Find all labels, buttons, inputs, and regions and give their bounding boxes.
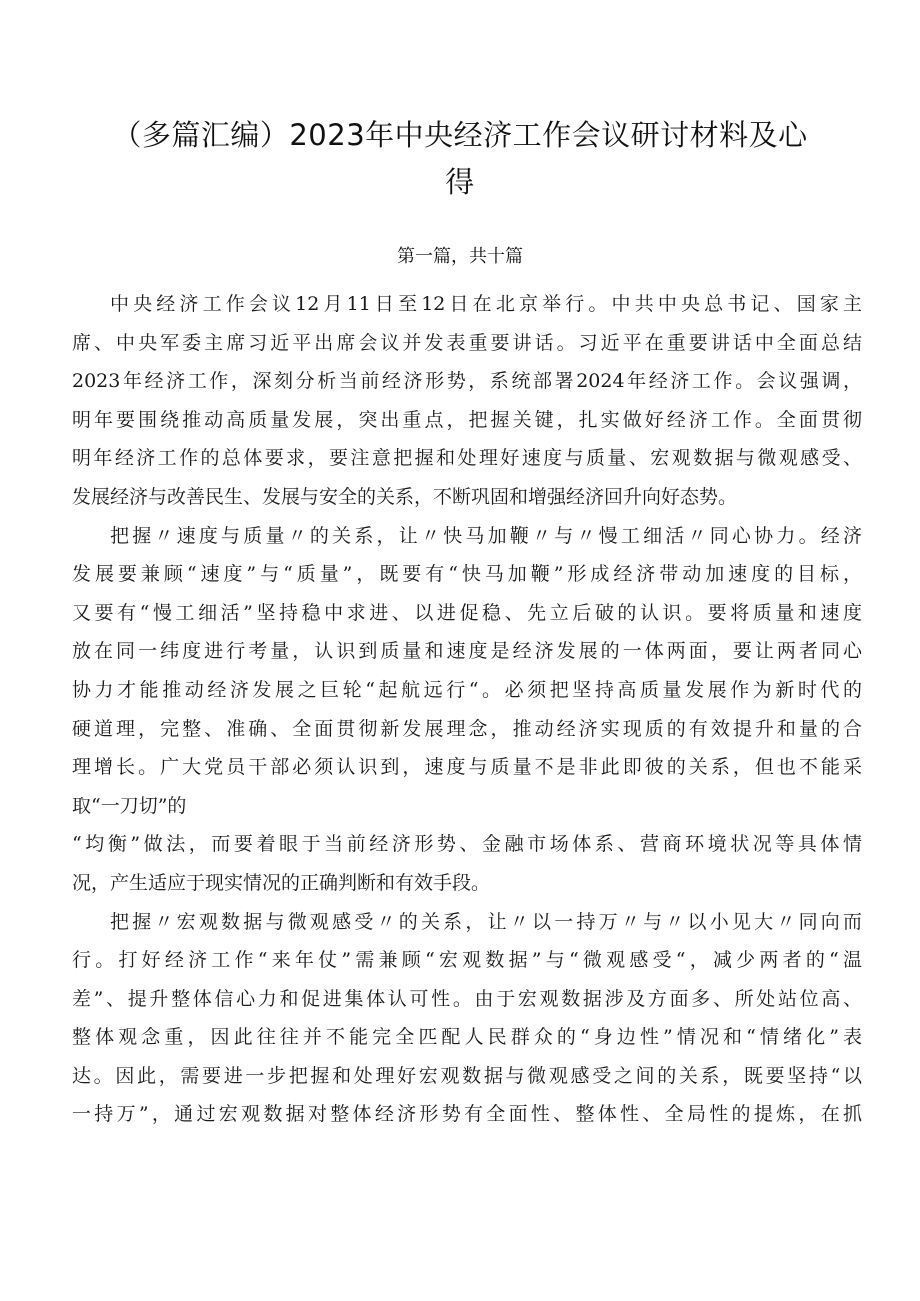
text-line: 席、中央军委主席习近平出席会议并发表重要讲话。习近平在重要讲话中全面总结 xyxy=(72,331,862,354)
text-line: 发展经济与改善民生、发展与安全的关系，不断巩固和增强经济回升向好态势。 xyxy=(72,485,738,508)
text-line: 发展要兼顾“速度”与“质量”，既要有“快马加鞭”形成经济带动加速度的目标， xyxy=(72,563,862,586)
document-title xyxy=(90,112,830,206)
text-line: 一持万”，通过宏观数据对整体经济形势有全面性、整体性、全局性的提炼，在抓 xyxy=(72,1103,862,1126)
text-line: 明年要围绕推动高质量发展，突出重点，把握关键，扎实做好经济工作。全面贯彻 xyxy=(72,408,862,431)
text-line: 理增长。广大党员干部必须认识到，速度与质量不是非此即彼的关系，但也不能采 xyxy=(72,756,862,779)
text-line: 放在同一纬度进行考量，认识到质量和速度是经济发展的一体两面，要让两者同心 xyxy=(72,640,862,663)
text-line: “均衡”做法，而要着眼于当前经济形势、金融市场体系、营商环境状况等具体情 xyxy=(72,833,862,856)
text-line: 取“一刀切”的 xyxy=(72,794,187,817)
text-line: 2023年经济工作，深刻分析当前经济形势，系统部署2024年经济工作。会议强调， xyxy=(72,370,862,393)
text-line: 整体观念重，因此往往并不能完全匹配人民群众的“身边性”情况和“情绪化”表 xyxy=(72,1026,862,1049)
title-line: （多篇汇编）2023年中央经济工作会议研讨材料及心 xyxy=(112,118,808,152)
section-subtitle: 第一篇，共十篇 xyxy=(397,246,523,267)
text-line: 又要有“慢工细活”坚持稳中求进、以进促稳、先立后破的认识。要将质量和速度 xyxy=(72,601,862,624)
text-line: 硬道理，完整、准确、全面贯彻新发展理念，推动经济实现质的有效提升和量的合 xyxy=(72,717,862,740)
title-line: 得 xyxy=(445,165,475,199)
text-line: 把握〃宏观数据与微观感受〃的关系，让〃以一持万〃与〃以小见大〃同向而 xyxy=(110,910,862,933)
text-line: 把握〃速度与质量〃的关系，让〃快马加鞭〃与〃慢工细活〃同心协力。经济 xyxy=(110,524,862,547)
text-line: 中央经济工作会议12月11日至12日在北京举行。中共中央总书记、国家主 xyxy=(110,293,862,315)
text-line: 达。因此，需要进一步把握和处理好宏观数据与微观感受之间的关系，既要坚持“以 xyxy=(72,1064,862,1087)
text-line: 况，产生适应于现实情况的正确判断和有效手段。 xyxy=(72,871,491,894)
text-line: 明年经济工作的总体要求，要注意把握和处理好速度与质量、宏观数据与微观感受、 xyxy=(72,447,862,470)
text-line: 协力才能推动经济发展之巨轮“起航远行“。必须把坚持高质量发展作为新时代的 xyxy=(72,678,862,701)
text-line: 行。打好经济工作“来年仗”需兼顾“宏观数据”与“微观感受“，减少两者的“温 xyxy=(72,949,862,972)
text-line: 差”、提升整体信心力和促进集体认可性。由于宏观数据涉及方面多、所处站位高、 xyxy=(72,987,862,1010)
document-body xyxy=(72,285,862,1134)
